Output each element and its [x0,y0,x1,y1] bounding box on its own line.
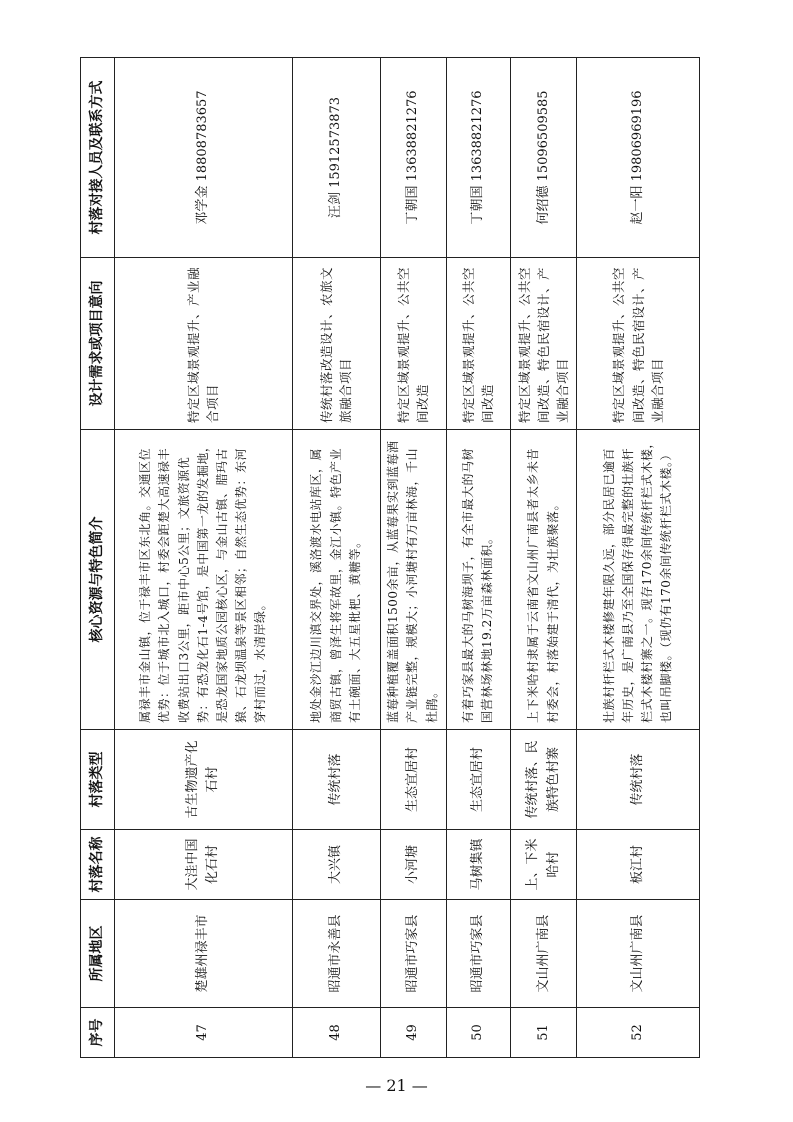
cell-contact: 汪剑 15912573873 [292,58,380,258]
cell-contact: 邓学金 18808783657 [115,58,293,258]
cell-seq: 52 [577,1008,700,1058]
cell-type: 生态宜居村 [380,730,446,830]
cell-type: 传统村落、民族特色村寨 [510,730,577,830]
cell-village: 上、下米哈村 [510,830,577,900]
cell-village: 小河塘 [380,830,446,900]
cell-need: 传统村落改造设计、农旅文旅融合项目 [292,258,380,430]
header-contact: 村落对接人员及联系方式 [81,58,115,258]
cell-seq: 49 [380,1008,446,1058]
header-village: 村落名称 [81,830,115,900]
rotated-table-wrapper [80,58,700,1058]
cell-intro: 上下米哈村隶属于云南省文山州广南县者太乡未昔村委会，村落始建于清代，为壮族聚落。 [510,430,577,730]
cell-village: 板江村 [577,830,700,900]
cell-seq: 48 [292,1008,380,1058]
table-row [577,58,700,1058]
cell-region: 文山州广南县 [577,900,700,1008]
cell-village: 大洼中国化石村 [115,830,293,900]
cell-intro: 地处金沙江边川滇交界处，溪洛渡水电站库区，属商贸古镇，曾泽生将军故里，金江小镇。特色产业有土碗面、大五星枇杷、黄糖等。 [292,430,380,730]
table-row [446,58,510,1058]
cell-region: 昭通市永善县 [292,900,380,1008]
cell-seq: 50 [446,1008,510,1058]
cell-need: 特定区域景观提升、产业融合项目 [115,258,293,430]
cell-need: 特定区域景观提升、公共空间改造、特色民宿设计、产业融合项目 [577,258,700,430]
table-row [380,58,446,1058]
header-seq: 序号 [81,1008,115,1058]
cell-intro: 壮族村杆栏式木楼修建年限久远，部分民居已逾百年历史，是广南县乃至全国保存得最完整的壮族杆栏式木楼村寨之一。现存170余间传统杆栏式木楼，也叫吊脚楼。（现仍有170余间传统杆栏式木楼。） [577,430,700,730]
header-need: 设计需求或项目意向 [81,258,115,430]
cell-village: 大兴镇 [292,830,380,900]
header-intro: 核心资源与特色简介 [81,430,115,730]
cell-region: 楚雄州禄丰市 [115,900,293,1008]
cell-intro: 蓝莓种植覆盖面积1500余亩，从蓝莓果实到蓝莓酒产业链完整，规模大；小河塘村有万亩林海，千山杜鹃。 [380,430,446,730]
cell-type: 传统村落 [292,730,380,830]
cell-need: 特定区域景观提升、公共空间改造、特色民宿设计、产业融合项目 [510,258,577,430]
cell-seq: 51 [510,1008,577,1058]
cell-intro: 有着巧家县最大的马树海坝子，有全市最大的马树国营林场林地19.2万亩森林面积。 [446,430,510,730]
cell-contact: 赵一阳 19806969196 [577,58,700,258]
cell-village: 马树集镇 [446,830,510,900]
table-row [292,58,380,1058]
village-table [80,57,700,1058]
cell-type: 传统村落 [577,730,700,830]
cell-region: 文山州广南县 [510,900,577,1008]
cell-need: 特定区域景观提升、公共空间改造 [446,258,510,430]
table-row [115,58,293,1058]
cell-seq: 47 [115,1008,293,1058]
cell-contact: 丁朝国 13638821276 [380,58,446,258]
header-region: 所属地区 [81,900,115,1008]
page-number: — 21 — [365,1076,428,1095]
cell-region: 昭通市巧家县 [446,900,510,1008]
cell-contact: 丁朝国 13638821276 [446,58,510,258]
cell-intro: 属禄丰市金山镇，位于禄丰市区东北角。交通区位优势：位于城市北入城口，村委会距楚大高速禄丰收费站出口3公里，距市中心5公里；文旅资源优势：有恐龙化石1-4号馆，是中国第一龙的发掘地，是恐龙国家地质公园核心区，与金山古镇、腊玛古猿、石龙坝温泉等景区相邻；自然生态优势：东河穿村而过，水清岸绿。 [115,430,293,730]
header-type: 村落类型 [81,730,115,830]
table-header-row [81,58,115,1058]
cell-region: 昭通市巧家县 [380,900,446,1008]
cell-type: 古生物遗产化石村 [115,730,293,830]
cell-need: 特定区域景观提升、公共空间改造 [380,258,446,430]
cell-contact: 何绍德 15096509585 [510,58,577,258]
cell-type: 生态宜居村 [446,730,510,830]
table-row [510,58,577,1058]
